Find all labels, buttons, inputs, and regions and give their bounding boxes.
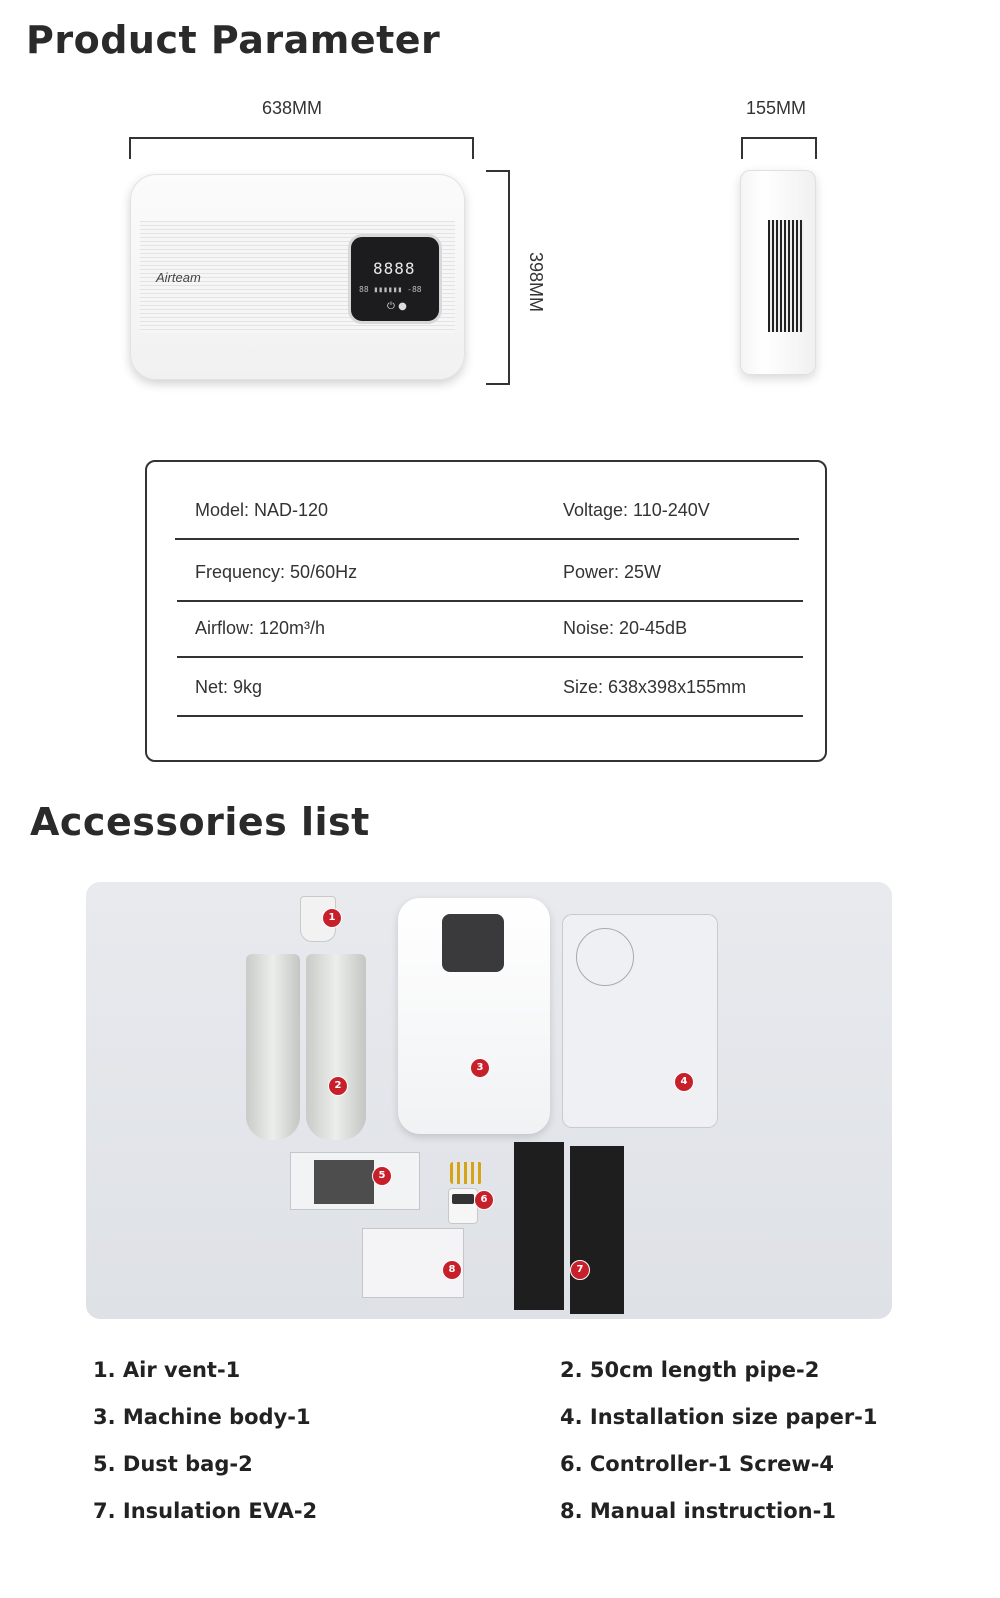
insulation-eva-image <box>514 1142 564 1310</box>
machine-body-image <box>398 898 550 1134</box>
height-dimension-label: 398MM <box>526 252 546 313</box>
accessory-item: 2. 50cm length pipe-2 <box>560 1358 820 1382</box>
accessory-item: 6. Controller-1 Screw-4 <box>560 1452 835 1476</box>
spec-divider <box>177 715 803 717</box>
spec-frequency: Frequency: 50/60Hz <box>195 562 358 582</box>
machine-screen <box>442 914 504 972</box>
screws-image <box>450 1162 482 1184</box>
side-vent-grill <box>768 220 804 332</box>
pipe-image <box>306 954 366 1140</box>
accessory-item: 5. Dust bag-2 <box>93 1452 253 1476</box>
power-icon: ⏻ ● <box>387 301 407 312</box>
accessory-item: 3. Machine body-1 <box>93 1405 311 1429</box>
device-side-image <box>740 170 816 375</box>
controller-panel <box>452 1194 474 1204</box>
spec-noise: Noise: 20-45dB <box>563 618 688 638</box>
spec-voltage: Voltage: 110-240V <box>563 500 710 520</box>
width-bracket <box>129 137 474 159</box>
pipe-image <box>246 954 300 1140</box>
spec-model: Model: NAD-120 <box>195 500 329 520</box>
display-status-line: 88 ▮▮▮▮▮▮ -88 <box>359 285 422 294</box>
width-dimension-label: 638MM <box>262 98 323 118</box>
insulation-eva-image <box>570 1146 624 1314</box>
accessory-item: 1. Air vent-1 <box>93 1358 241 1382</box>
badge-1: 1 <box>322 908 342 928</box>
badge-6: 6 <box>474 1190 494 1210</box>
badge-3: 3 <box>470 1058 490 1078</box>
spec-row <box>175 482 801 540</box>
badge-8: 8 <box>442 1260 462 1280</box>
paper-circle-cutout <box>576 928 634 986</box>
accessory-item: 7. Insulation EVA-2 <box>93 1499 318 1523</box>
badge-7: 7 <box>570 1260 590 1280</box>
accessories-photo <box>86 882 892 1319</box>
spec-table <box>145 460 827 762</box>
badge-4: 4 <box>674 1072 694 1092</box>
brand-logo: Airteam <box>156 270 201 285</box>
display-digits: 8888 <box>373 259 416 278</box>
spec-divider <box>175 538 799 540</box>
badge-5: 5 <box>372 1166 392 1186</box>
depth-bracket <box>741 137 817 159</box>
depth-dimension-label: 155MM <box>746 98 807 118</box>
spec-row <box>177 659 803 717</box>
controller-image <box>448 1188 478 1224</box>
dust-bag-image <box>290 1152 420 1210</box>
badge-2: 2 <box>328 1076 348 1096</box>
spec-row <box>177 544 803 602</box>
spec-net-weight: Net: 9kg <box>195 677 263 697</box>
accessories-title: Accessories list <box>30 800 370 844</box>
spec-row <box>177 600 803 658</box>
accessory-item: 8. Manual instruction-1 <box>560 1499 836 1523</box>
spec-airflow: Airflow: 120m³/h <box>195 618 326 638</box>
dust-bag-filter <box>314 1160 374 1204</box>
spec-power: Power: 25W <box>563 562 662 582</box>
device-front-image <box>130 174 465 380</box>
accessory-item: 4. Installation size paper-1 <box>560 1405 878 1429</box>
spec-divider <box>177 656 803 658</box>
installation-paper-image <box>562 914 718 1128</box>
control-display <box>348 234 442 324</box>
spec-size: Size: 638x398x155mm <box>563 677 747 697</box>
product-parameter-title: Product Parameter <box>26 18 441 62</box>
height-bracket <box>486 170 510 385</box>
